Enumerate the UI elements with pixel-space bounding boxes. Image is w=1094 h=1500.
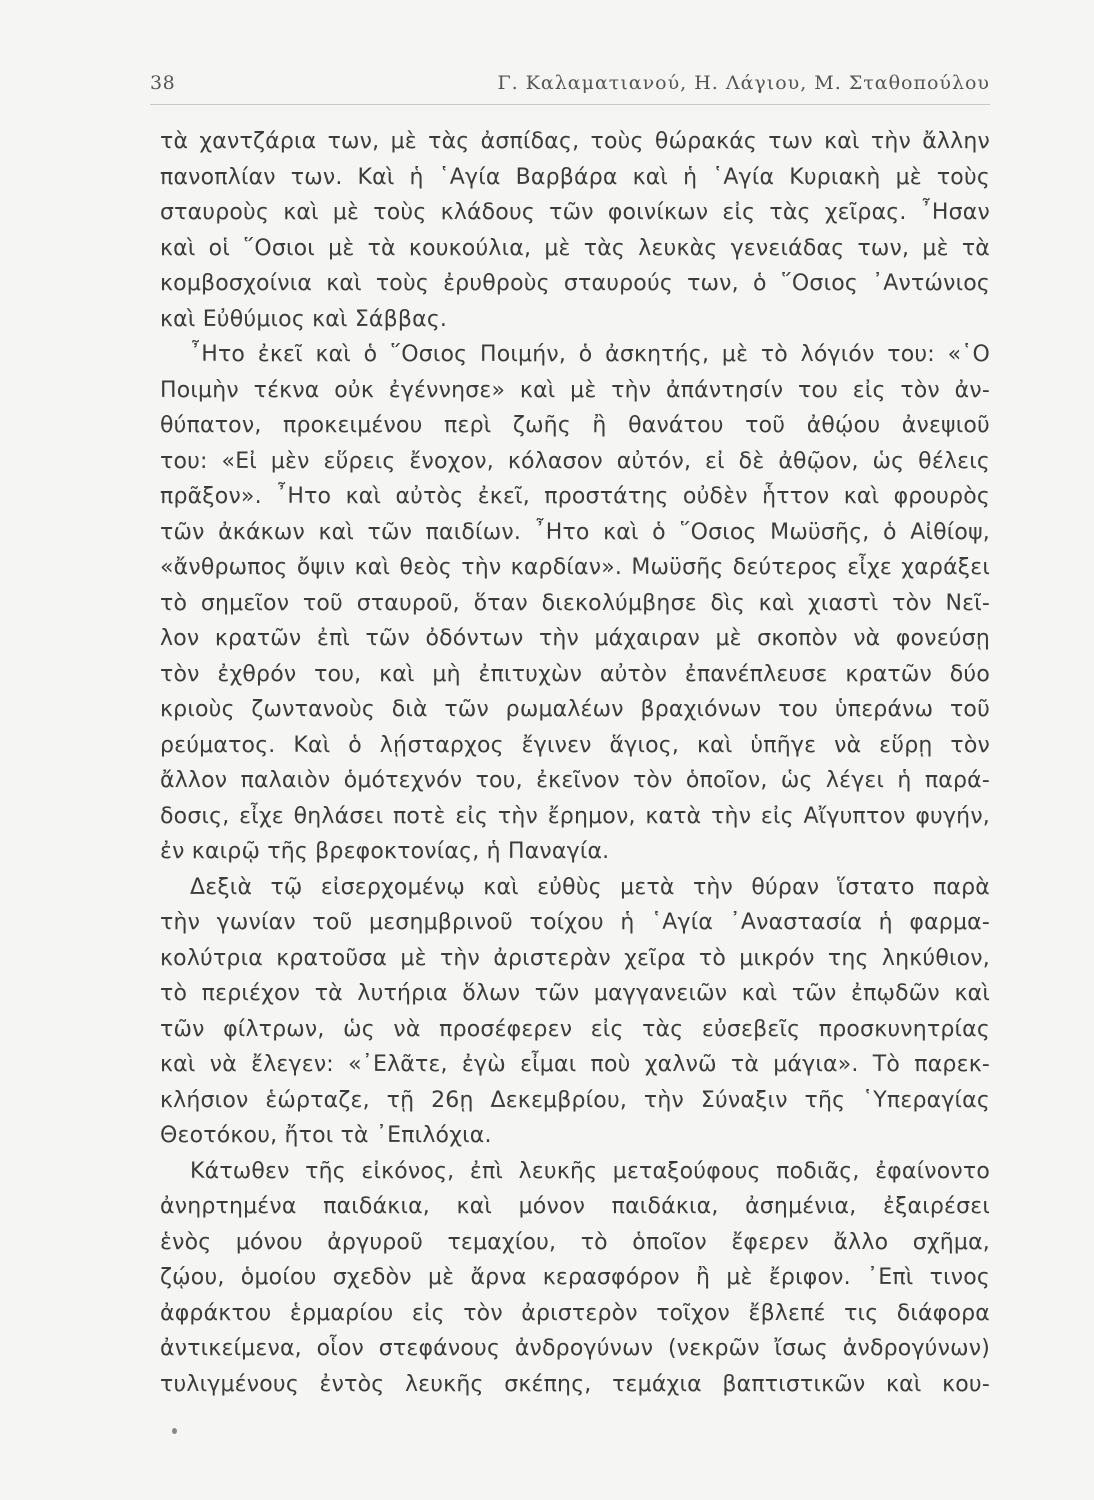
- text-line: ἐν καιρῷ τῆς βρεφοκτονίας, ἡ Παναγία.: [160, 839, 610, 864]
- text-line: δοσις, εἶχε θηλάσει ποτὲ εἰς τὴν ἔρημον, κατὰ τὴν εἰς Αἴγυπτον φυγήν,: [160, 803, 990, 829]
- ink-speck: [172, 1428, 177, 1434]
- running-head: [150, 68, 990, 102]
- text-line: καὶ οἱ ῞Οσιοι μὲ τὰ κουκούλια, μὲ τὰς λευκὰς γενειάδας των, μὲ τὰ: [160, 235, 990, 261]
- text-line: σταυροὺς καὶ μὲ τοὺς κλάδους τῶν φοινίκων εἰς τὰς χεῖρας. ῏Ησαν: [160, 200, 990, 225]
- text-line: Θεοτόκου, ἤτοι τὰ ᾿Επιλόχια.: [160, 1123, 492, 1148]
- text-line: πρᾶξον». ῏Ητο καὶ αὐτὸς ἐκεῖ, προστάτης οὐδὲν ἧττον καὶ φρουρὸς: [160, 484, 990, 509]
- page-number: 38: [150, 72, 176, 94]
- text-line: τῶν ἀκάκων καὶ τῶν παιδίων. ῏Ητο καὶ ὁ ῞Οσιος Μωϋσῆς, ὁ Αἰθίοψ,: [160, 519, 990, 545]
- text-line: καὶ Εὐθύμιος καὶ Σάββας.: [160, 306, 448, 332]
- paragraph-start: ῏Ητο ἐκεῖ καὶ ὁ ῞Οσιος Ποιμήν, ὁ ἀσκητής, μὲ τὸ λόγιόν του: «῾Ο: [190, 342, 990, 367]
- text-line: κολύτρια κρατοῦσα μὲ τὴν ἀριστερὰν χεῖρα τὸ μικρόν της ληκύθιον,: [160, 945, 990, 971]
- text-line: ρεύματος. Καὶ ὁ λῄσταρχος ἔγινεν ἅγιος, καὶ ὑπῆγε νὰ εὕρῃ τὸν: [160, 732, 990, 758]
- header-rule: [150, 104, 990, 105]
- text-line: του: «Εἰ μὲν εὕρεις ἔνοχον, κόλασον αὐτόν, εἰ δὲ ἀθῷον, ὡς θέλεις: [160, 448, 990, 474]
- text-line: τυλιγμένους ἐντὸς λευκῆς σκέπης, τεμάχια βαπτιστικῶν καὶ κου-: [160, 1371, 990, 1397]
- text-line: τὸν ἐχθρόν του, καὶ μὴ ἐπιτυχὼν αὐτὸν ἐπανέπλευσε κρατῶν δύο: [160, 661, 990, 687]
- body-text: [160, 124, 990, 1402]
- text-line: κομβοσχοίνια καὶ τοὺς ἐρυθροὺς σταυρούς των, ὁ ῞Οσιος ᾿Αντώνιος: [160, 271, 990, 296]
- paragraph-start: Κάτωθεν τῆς εἰκόνος, ἐπὶ λευκῆς μεταξούφους ποδιᾶς, ἐφαίνοντο: [190, 1158, 990, 1184]
- text-line: τὰ χαντζάρια των, μὲ τὰς ἀσπίδας, τοὺς θώρακάς των καὶ τὴν ἄλλην: [160, 129, 990, 154]
- text-line: τὴν γωνίαν τοῦ μεσημβρινοῦ τοίχου ἡ ῾Αγία ᾿Αναστασία ἡ φαρμα-: [160, 910, 990, 935]
- text-line: καὶ νὰ ἔλεγεν: «᾿Ελᾶτε, ἐγὼ εἶμαι ποὺ χαλνῶ τὰ μάγια». Τὸ παρεκ-: [160, 1052, 990, 1077]
- text-line: θύπατον, προκειμένου περὶ ζωῆς ἢ θανάτου τοῦ ἀθῴου ἀνεψιοῦ: [160, 413, 990, 438]
- text-line: κριοὺς ζωντανοὺς διὰ τῶν ρωμαλέων βραχιόνων του ὑπεράνω τοῦ: [160, 697, 990, 722]
- text-line: «ἄνθρωπος ὄψιν καὶ θεὸς τὴν καρδίαν». Μωϋσῆς δεύτερος εἶχε χαράξει: [160, 555, 990, 580]
- text-line: τὸ σημεῖον τοῦ σταυροῦ, ὅταν διεκολύμβησε δὶς καὶ χιαστὶ τὸν Νεῖ-: [160, 590, 990, 616]
- running-head-authors: Γ. Καλαματιανού, Η. Λάγιου, Μ. Σταθοπούλου: [497, 72, 990, 94]
- text-line: πανοπλίαν των. Καὶ ἡ ῾Αγία Βαρβάρα καὶ ἡ ῾Αγία Κυριακὴ μὲ τοὺς: [160, 164, 990, 190]
- text-line: λον κρατῶν ἐπὶ τῶν ὀδόντων τὴν μάχαιραν μὲ σκοπὸν νὰ φονεύσῃ: [160, 626, 990, 651]
- text-line: ζῴου, ὁμοίου σχεδὸν μὲ ἄρνα κερασφόρον ἢ μὲ ἔριφον. ᾿Επὶ τινος: [160, 1265, 990, 1290]
- text-line: Ποιμὴν τέκνα οὐκ ἐγέννησε» καὶ μὲ τὴν ἀπάντησίν του εἰς τὸν ἀν-: [160, 377, 990, 403]
- text-line: ἑνὸς μόνου ἀργυροῦ τεμαχίου, τὸ ὁποῖον ἔφερεν ἄλλο σχῆμα,: [160, 1229, 990, 1255]
- text-line: ἀφράκτου ἑρμαρίου εἰς τὸν ἀριστερὸν τοῖχον ἔβλεπέ τις διάφορα: [160, 1300, 990, 1326]
- text-line: τὸ περιέχον τὰ λυτήρια ὅλων τῶν μαγγανειῶν καὶ τῶν ἐπῳδῶν καὶ: [160, 981, 990, 1006]
- text-line: ἀντικείμενα, οἷον στεφάνους ἀνδρογύνων (νεκρῶν ἴσως ἀνδρογύνων): [160, 1336, 990, 1361]
- paragraph-start: Δεξιὰ τῷ εἰσερχομένῳ καὶ εὐθὺς μετὰ τὴν θύραν ἵστατο παρὰ: [190, 874, 990, 900]
- text-line: τῶν φίλτρων, ὡς νὰ προσέφερεν εἰς τὰς εὐσεβεῖς προσκυνητρίας: [160, 1016, 990, 1042]
- text-line: ἄλλον παλαιὸν ὁμότεχνόν του, ἐκεῖνον τὸν ὁποῖον, ὡς λέγει ἡ παρά-: [160, 768, 990, 793]
- text-line: κλήσιον ἑώρταζε, τῇ 26ῃ Δεκεμβρίου, τὴν Σύναξιν τῆς ῾Υπεραγίας: [160, 1087, 990, 1113]
- text-line: ἀνηρτημένα παιδάκια, καὶ μόνον παιδάκια, ἀσημένια, ἐξαιρέσει: [160, 1194, 990, 1219]
